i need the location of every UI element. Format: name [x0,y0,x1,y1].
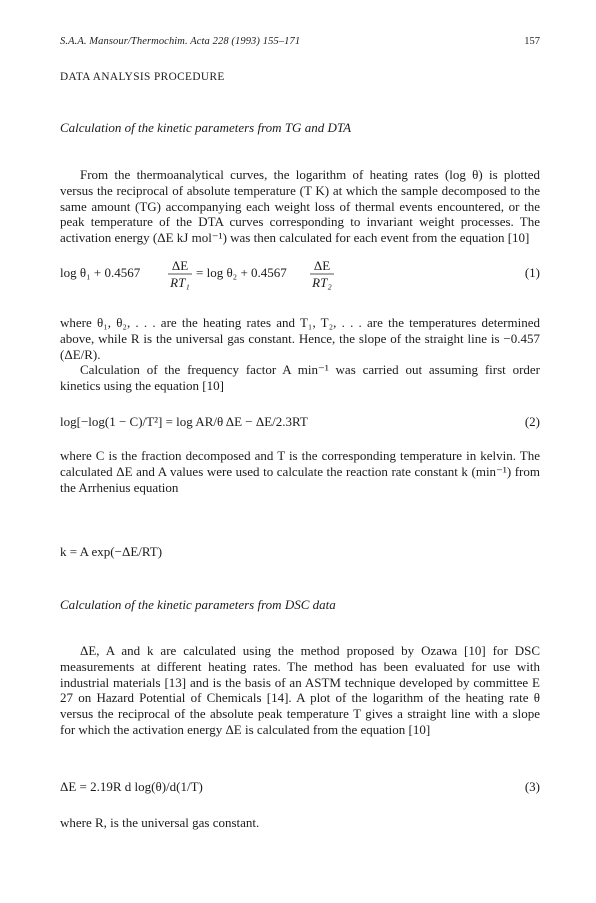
running-title: S.A.A. Mansour/Thermochim. Acta 228 (1993) 155–171 [60,36,301,47]
paragraph-text: where C is the fraction decomposed and T is the corresponding temperature in kelvin. The calculated ΔE and A values were used to calculate the reaction rate constant k (min⁻¹) from the Arrhenius equation [60,448,540,495]
paragraph-text: where R, is the universal gas constant. [60,815,260,830]
equation-3 [60,779,540,797]
equation-2 [60,414,540,432]
paragraph-fraction-decomposed [60,448,540,495]
equation-arrhenius [60,544,540,562]
paragraph-heating-rate-definitions [60,315,540,394]
paragraph-ozawa-method [60,643,540,738]
eq1-frac1-denominator: RT₁ [170,275,190,290]
subheading-dsc: Calculation of the kinetic parameters from DSC data [60,597,336,612]
eq2-number: (2) [524,414,540,429]
paragraph-text: ΔE, A and k are calculated using the method proposed by Ozawa [10] for DSC measurements at different heating rates. The method has been evaluated for use with industrial materials [13] and is the basis of an ASTM technique developed by committee E 27 on Hazard Potential of Chemicals [14]. A plot of the logarithm of the heating rate θ versus the reciprocal of the absolute peak temperature T gives a straight line with a slope for which the activation energy ΔE is calculated from the equation [10] [60,643,540,737]
eq1-frac1-numerator: ΔE [171,258,189,273]
subheading-tg-dta: Calculation of the kinetic parameters from TG and DTA [60,120,352,135]
paragraph-text: where θ₁, θ₂, . . . are the heating rates and T₁, T₂, . . . are the temperatures determined above, while R is the universal gas constant. Hence, the slope of the straight line is −0.457 (ΔE/R). [60,315,540,362]
paragraph-gas-constant [60,815,540,831]
section-title: DATA ANALYSIS PROCEDURE [60,71,225,83]
eq1-frac2-numerator: ΔE [313,258,331,273]
equation-1 [60,254,540,296]
running-header [60,36,540,52]
eq1-middle-term: = log θ₂ + 0.4567 [196,265,287,280]
page-number: 157 [524,36,540,47]
paragraph-text: From the thermoanalytical curves, the logarithm of heating rates (log θ) is plotted versus the reciprocal of absolute temperature (T K) at which the sample decomposed to the same amount (TG) accompanying each weight loss of thermal events encountered, or the peak temperature of the DTA curves corresponding to invariant weight processes. The activation energy (ΔE kJ mol⁻¹) was then calculated for each event from the equation [10] [60,167,540,246]
eq3-expression: ΔE = 2.19R d log(θ)/d(1/T) [60,779,203,794]
eq1-frac2-denominator: RT₂ [312,275,332,290]
eq1-left-term: log θ₁ + 0.4567 [60,265,141,280]
eq1-number: (1) [524,265,540,280]
paragraph-text: Calculation of the frequency factor A min⁻¹ was carried out assuming first order kinetics using the equation [10] [60,362,540,394]
eq3-number: (3) [524,779,540,794]
eq2-expression: log[−log(1 − C)/T²] = log AR/θ ΔE − ΔE/2.3RT [60,414,308,429]
arrhenius-expression: k = A exp(−ΔE/RT) [60,544,163,559]
paragraph-heating-rates [60,167,540,246]
